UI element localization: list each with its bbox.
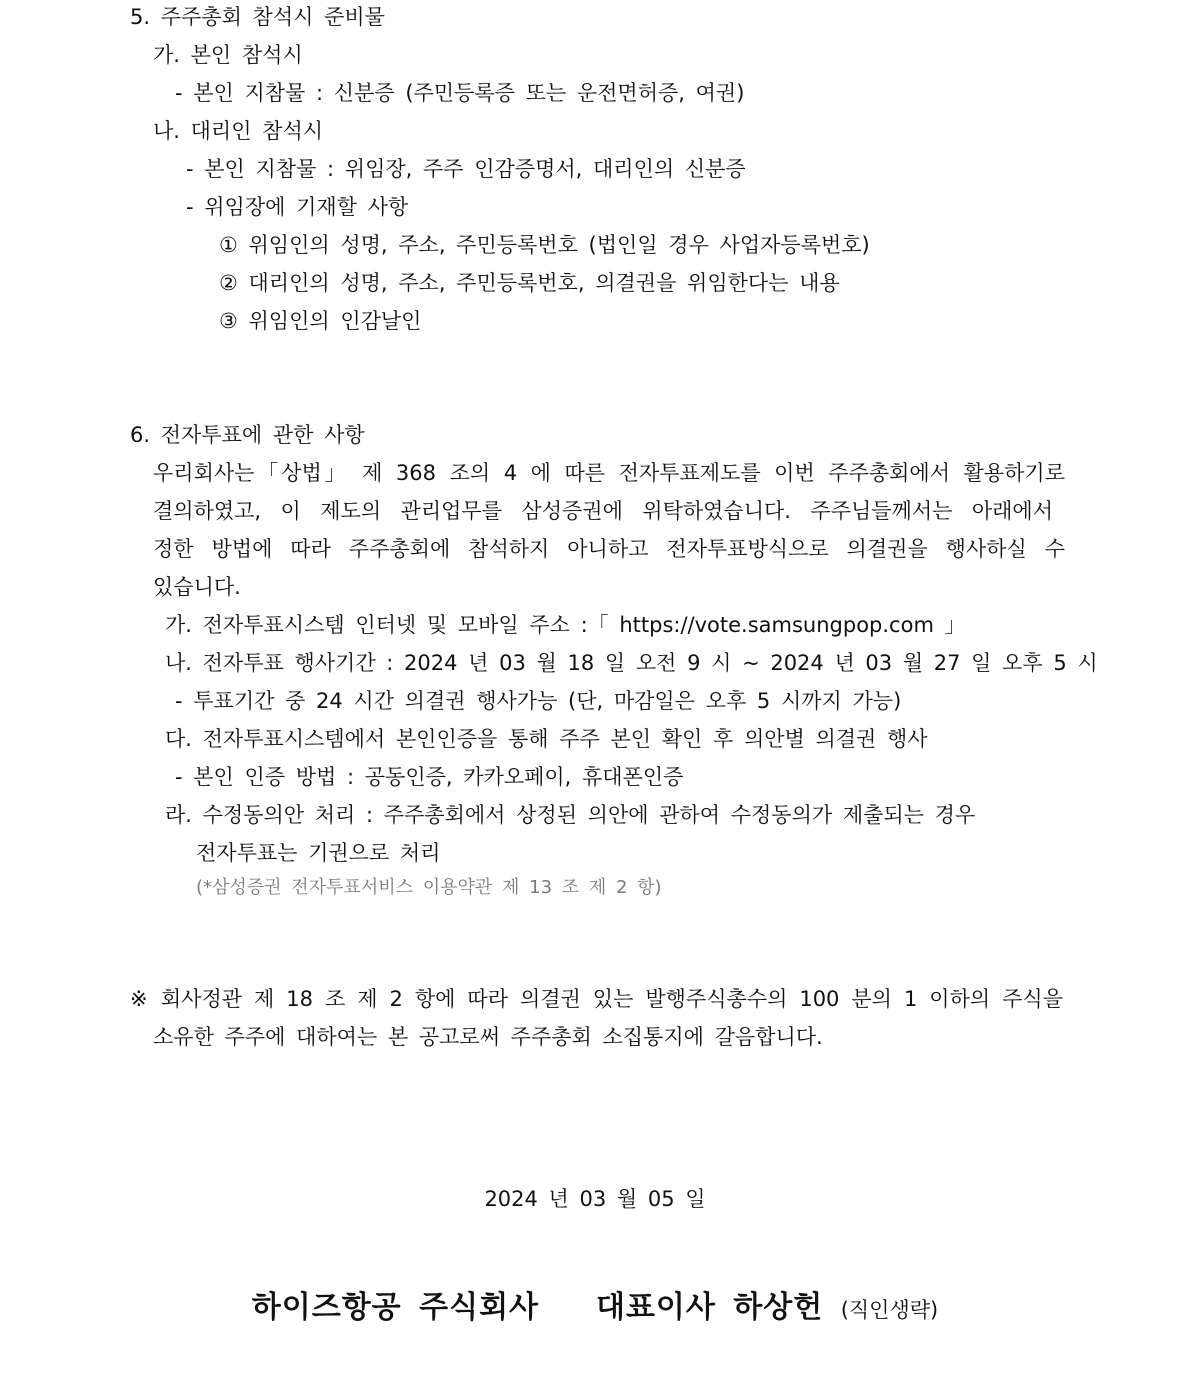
notice-line-2: 소유한 주주에 대하여는 본 공고로써 주주총회 소집통지에 갈음합니다. [153,1025,823,1049]
seal-omitted-note: (직인생략) [840,1298,939,1322]
signature-block [0,1288,1190,1330]
evote-period: 나. 전자투표 행사기간 : 2024 년 03 월 18 일 오전 9 시 ~ 2024 년 03 월 27 일 오후 5 시 [165,651,1098,675]
evote-address: 가. 전자투표시스템 인터넷 및 모바일 주소 :「 https://vote.samsungpop.com 」 [165,613,966,637]
self-attendance-title: 가. 본인 참석시 [153,43,303,67]
section-5-title: 5. 주주총회 참석시 준비물 [130,5,385,29]
evote-period-note: - 투표기간 중 24 시간 의결권 행사가능 (단, 마감일은 오후 5 시까지 가능) [175,689,902,713]
section-6-title: 6. 전자투표에 관한 사항 [130,423,365,447]
amendment-handling-line-1: 라. 수정동의안 처리 : 주주총회에서 상정된 의안에 관하여 수정동의가 제출되는 경우 [165,803,976,827]
section-6-paragraph-line-1: 우리회사는「상법」 제 368 조의 4 에 따른 전자투표제도를 이번 주주총회에서 활용하기로 [153,461,1065,485]
self-attendance-item: - 본인 지참물 : 신분증 (주민등록증 또는 운전면허증, 여권) [175,81,745,105]
section-6-paragraph-line-4: 있습니다. [153,575,241,599]
evote-authentication-methods: - 본인 인증 방법 : 공동인증, 카카오페이, 휴대폰인증 [175,765,684,789]
notice-line-1: ※ 회사정관 제 18 조 제 2 항에 따라 의결권 있는 발행주식총수의 100 분의 1 이하의 주식을 [130,987,1063,1011]
proxy-sub-item-2: ② 대리인의 성명, 주소, 주민등록번호, 의결권을 위임한다는 내용 [219,271,840,295]
terms-reference-note: (*삼성증권 전자투표서비스 이용약관 제 13 조 제 2 항) [196,877,662,898]
proxy-attendance-item-2: - 위임장에 기재할 사항 [186,195,409,219]
amendment-handling-line-2: 전자투표는 기권으로 처리 [196,841,441,865]
proxy-attendance-item-1: - 본인 지참물 : 위임장, 주주 인감증명서, 대리인의 신분증 [186,157,746,181]
section-6-paragraph-line-3: 정한 방법에 따라 주주총회에 참석하지 아니하고 전자투표방식으로 의결권을 행사하실 수 [153,537,1065,561]
proxy-sub-item-1: ① 위임인의 성명, 주소, 주민등록번호 (법인일 경우 사업자등록번호) [219,233,870,257]
company-name: 하이즈항공 주식회사 [251,1290,540,1325]
proxy-attendance-title: 나. 대리인 참석시 [153,119,324,143]
evote-authentication: 다. 전자투표시스템에서 본인인증을 통해 주주 본인 확인 후 의안별 의결권 행사 [165,727,928,751]
section-6-paragraph-line-2: 결의하였고, 이 제도의 관리업무를 삼성증권에 위탁하였습니다. 주주님들께서는 아래에서 [153,499,1053,523]
notice-date: 2024 년 03 월 05 일 [484,1187,706,1211]
ceo-name: 대표이사 하상헌 [595,1290,824,1325]
proxy-sub-item-3: ③ 위임인의 인감날인 [219,309,422,333]
